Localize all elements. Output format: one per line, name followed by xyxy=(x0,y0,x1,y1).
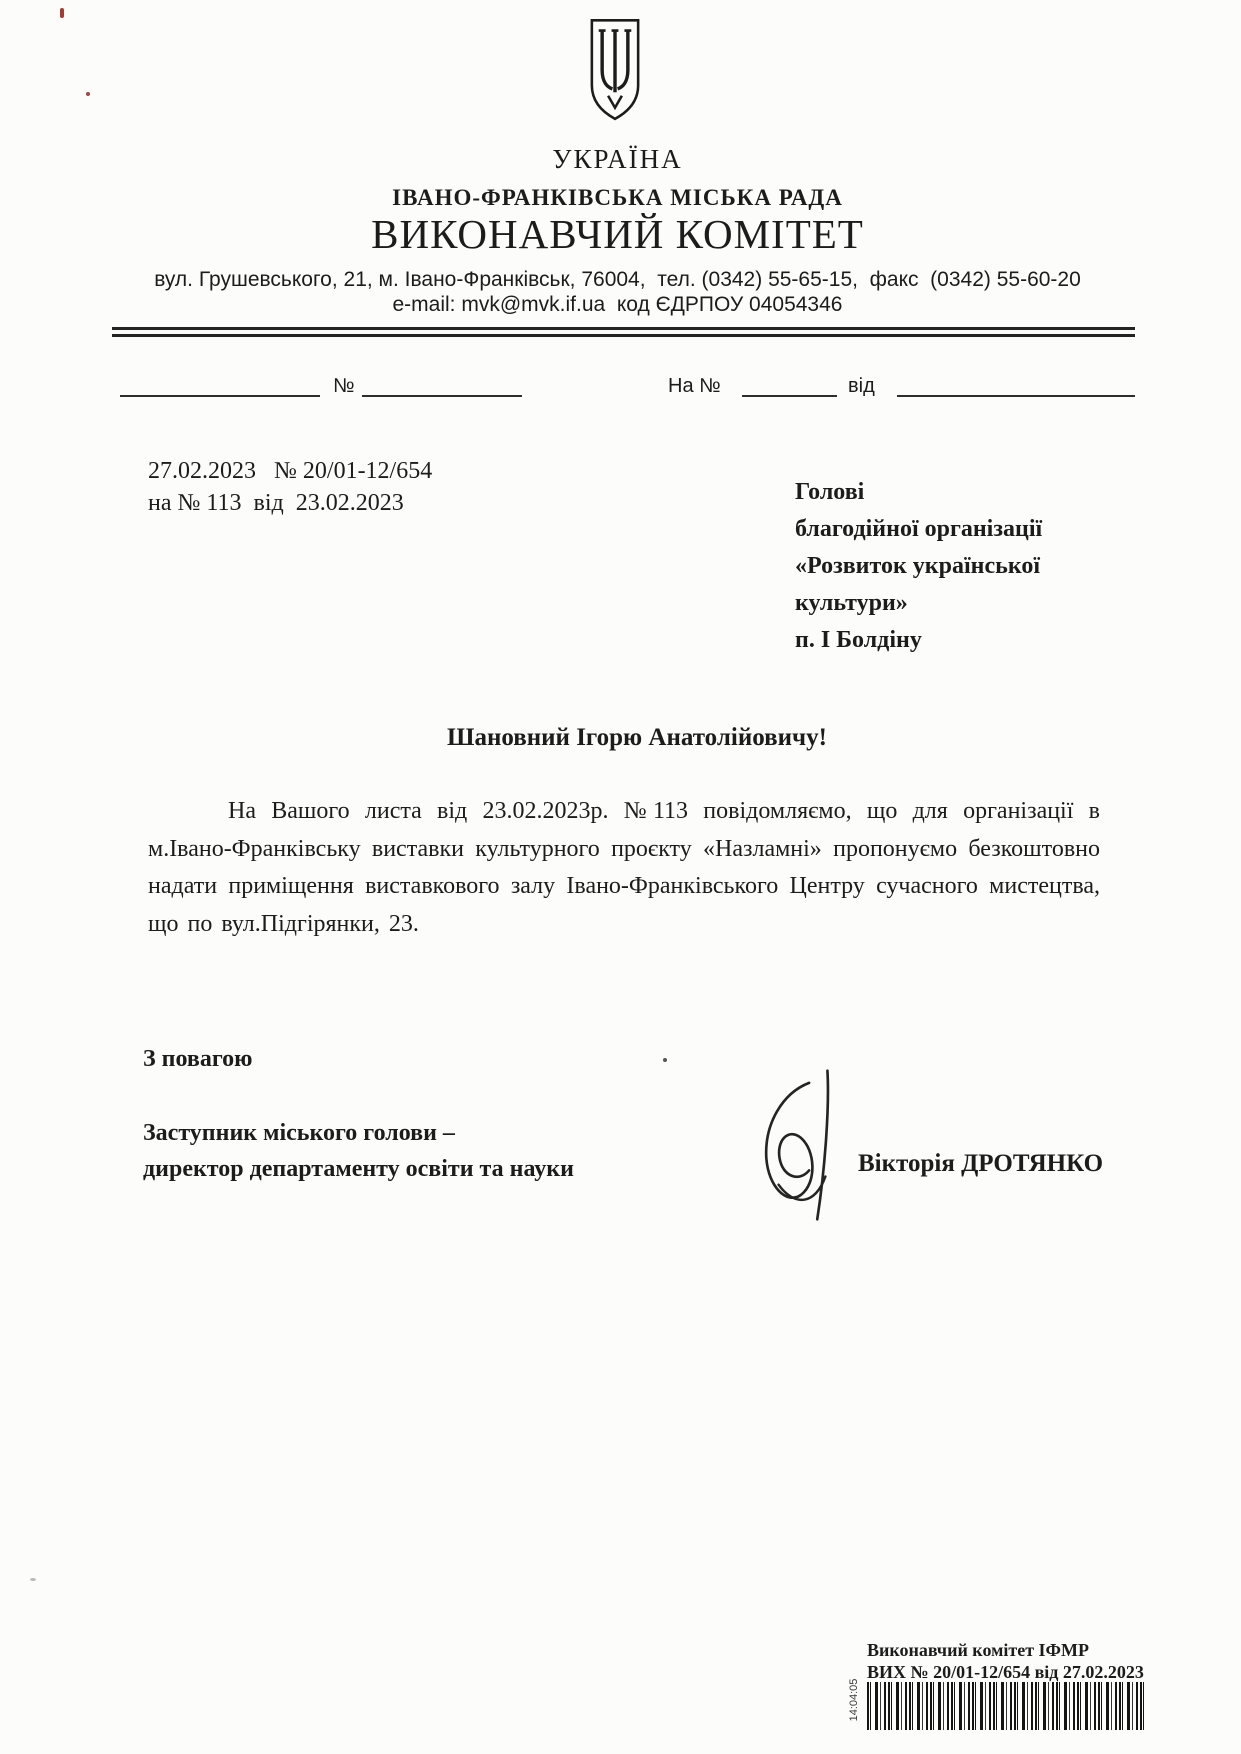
recipient-line: благодійної організації xyxy=(795,516,1043,542)
recipient-block xyxy=(795,474,1155,659)
committee-title: ВИКОНАВЧИЙ КОМІТЕТ xyxy=(371,211,864,257)
stamp-time: 14:04:05 xyxy=(848,1678,860,1722)
country-title: УКРАЇНА xyxy=(552,144,683,174)
closing-phrase: З повагою xyxy=(143,1046,253,1072)
contact-line: e-mail: mvk@mvk.if.ua код ЄДРПОУ 04054346 xyxy=(392,293,843,316)
recipient-line: Голові xyxy=(795,479,865,505)
scan-artifact xyxy=(60,8,64,18)
scan-artifact xyxy=(30,1578,36,1581)
council-title: ІВАНО-ФРАНКІВСЬКА МІСЬКА РАДА xyxy=(392,185,843,210)
scan-artifact xyxy=(86,92,90,96)
incoming-reply-reference: на № 113 від 23.02.2023 xyxy=(148,490,404,516)
recipient-line: культури» xyxy=(795,590,908,616)
ukraine-trident-emblem-icon xyxy=(585,12,645,128)
address-line: вул. Грушевського, 21, м. Івано-Франківськ, 76004, тел. (0342) 55-65-15, факс (0342) 55-60-20 xyxy=(154,268,1081,291)
recipient-line: п. І Болдіну xyxy=(795,627,922,653)
reference-blank-line-1 xyxy=(120,395,320,397)
scan-artifact xyxy=(663,1058,667,1062)
header-divider-top xyxy=(112,327,1135,330)
signer-name: Вікторія ДРОТЯНКО xyxy=(858,1150,1104,1177)
letter-body: На Вашого листа від 23.02.2023р. №113 повідомляємо, що для організації в м.Івано-Франківську виставки культурного проєкту «Назламні» пропонуємо безкоштовно надати приміщення виставкового залу Івано-Франківського Центру сучасного мистецтва, що по вул.Підгірянки, 23. xyxy=(148,798,1100,937)
stamp-organization: Виконавчий комітет ІФМР xyxy=(867,1640,1089,1660)
signer-title-line-1: Заступник міського голови – xyxy=(143,1120,455,1146)
registration-barcode xyxy=(867,1682,1145,1730)
reference-reply-label: На № xyxy=(668,375,721,397)
salutation: Шановний Ігорю Анатолійовичу! xyxy=(447,724,827,751)
reference-blank-line-4 xyxy=(897,395,1135,397)
stamp-outgoing-reference: ВИХ № 20/01-12/654 від 27.02.2023 xyxy=(867,1662,1144,1682)
signer-title-line-2: директор департаменту освіти та науки xyxy=(143,1156,574,1182)
reference-no-label: № xyxy=(333,375,355,397)
reference-blank-line-2 xyxy=(362,395,522,397)
outgoing-date-number: 27.02.2023 № 20/01-12/654 xyxy=(148,458,433,484)
handwritten-signature xyxy=(748,1064,860,1228)
recipient-line: «Розвиток української xyxy=(795,553,1040,579)
reference-blank-line-3 xyxy=(742,395,837,397)
reference-date-label: від xyxy=(848,375,875,397)
header-divider-bottom xyxy=(112,334,1135,337)
